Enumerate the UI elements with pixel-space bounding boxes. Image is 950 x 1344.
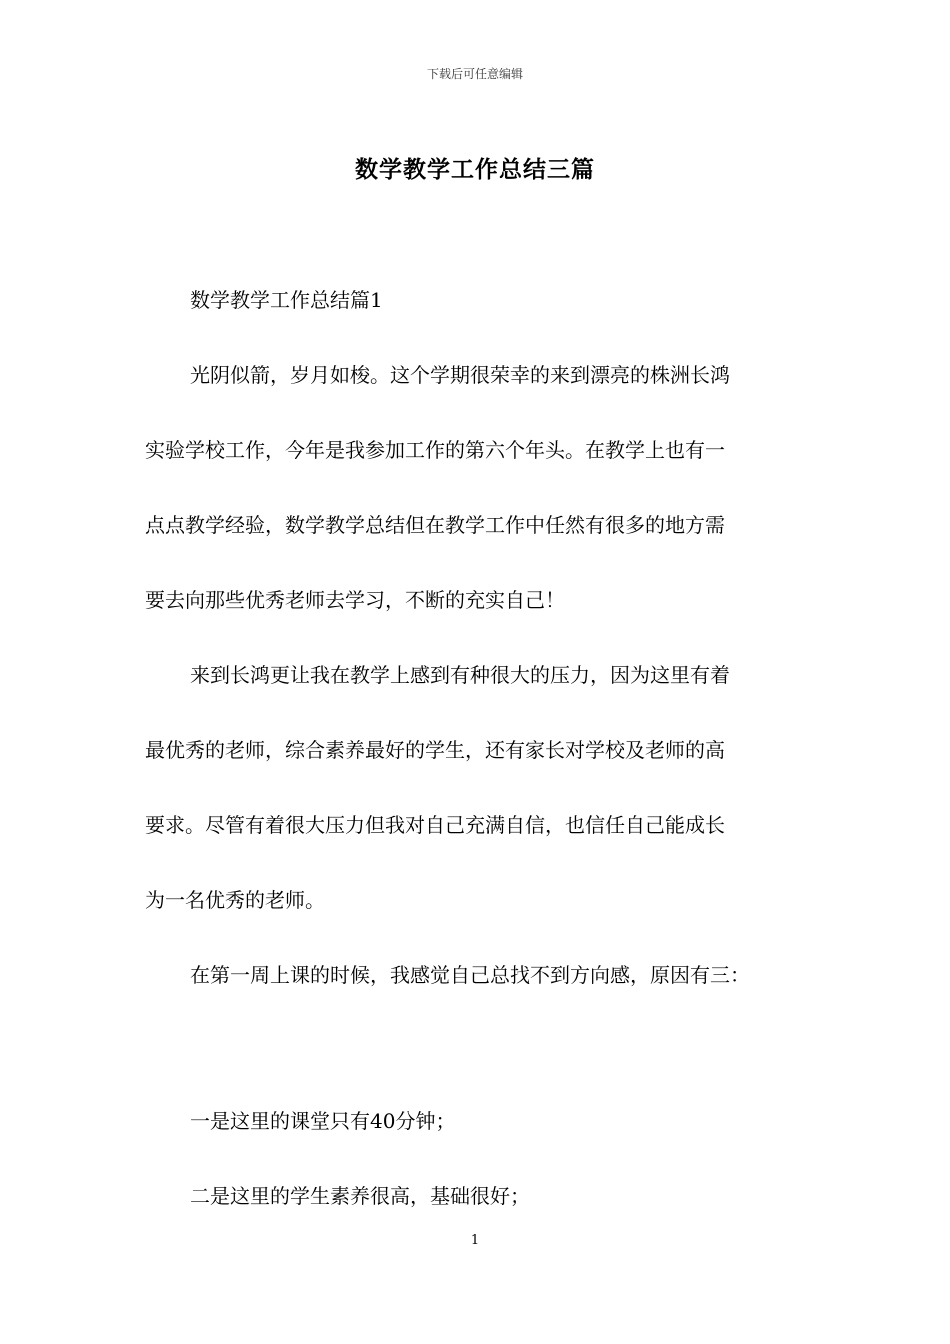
paragraph-2-line-4: 为一名优秀的老师。 [145,888,325,912]
paragraph-1-line-4: 要去向那些优秀老师去学习，不断的充实自己！ [145,588,565,612]
section-heading: 数学教学工作总结篇1 [190,288,383,312]
paragraph-3: 在第一周上课的时候，我感觉自己总找不到方向感，原因有三： [190,963,750,987]
paragraph-2-line-2: 最优秀的老师，综合素养最好的学生，还有家长对学校及老师的高 [145,738,725,762]
document-title: 数学教学工作总结三篇 [355,156,595,183]
paragraph-2-line-3: 要求。尽管有着很大压力但我对自己充满自信，也信任自己能成长 [145,813,725,837]
paragraph-1-line-1: 光阴似箭，岁月如梭。这个学期很荣幸的来到漂亮的株洲长鸿 [190,363,730,387]
document-body [145,263,810,1013]
paragraph-2-line-1: 来到长鸿更让我在教学上感到有种很大的压力，因为这里有着 [190,663,730,687]
page-number: 1 [470,1233,480,1248]
reason-item-1: 一是这里的课堂只有40分钟； [190,1109,456,1133]
paragraph-1-line-3: 点点教学经验，数学教学总结但在教学工作中任然有很多的地方需 [145,513,725,537]
reasons-list [145,1084,810,1234]
page-header-note: 下载后可任意编辑 [426,67,523,81]
reason-item-2: 二是这里的学生素养很高，基础很好； [190,1184,530,1208]
paragraph-1-line-2: 实验学校工作，今年是我参加工作的第六个年头。在教学上也有一 [145,438,725,462]
